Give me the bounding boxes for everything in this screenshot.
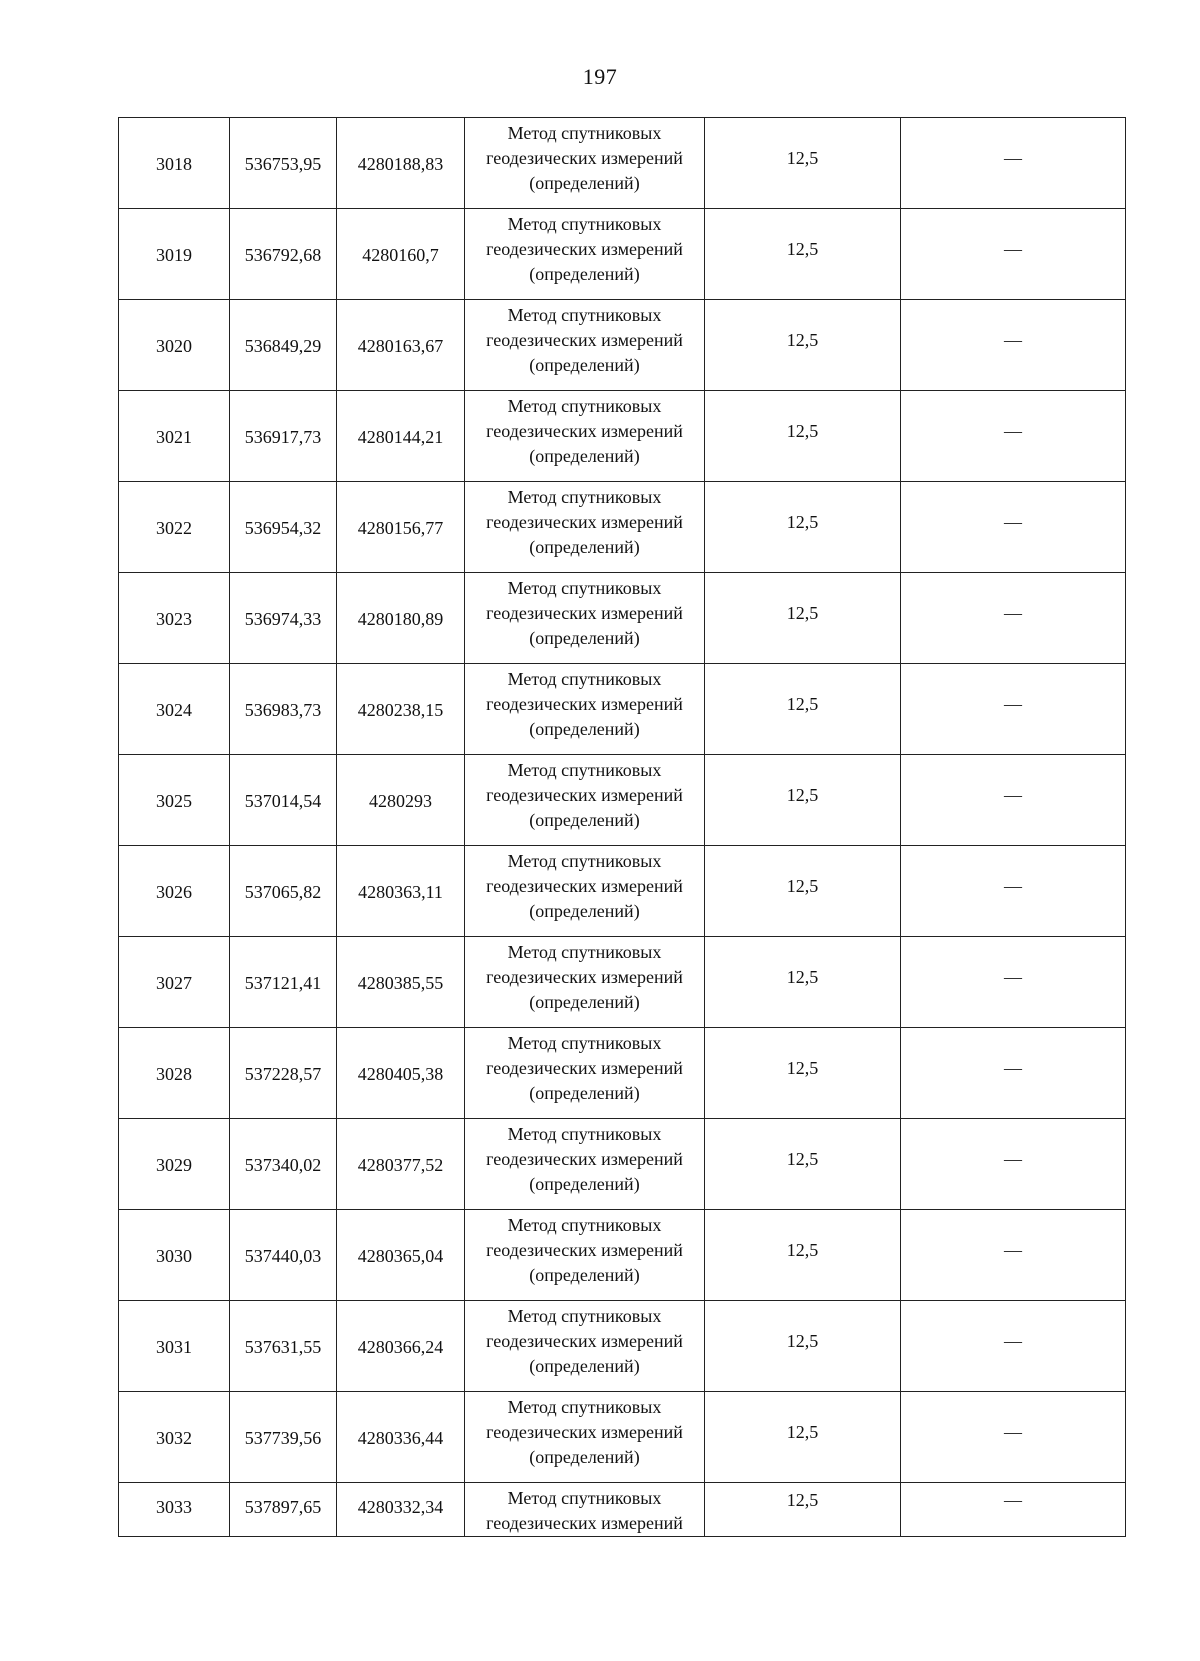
y-coordinate-cell: 4280366,24 — [337, 1301, 465, 1392]
method-cell — [465, 209, 705, 300]
method-cell — [465, 300, 705, 391]
method-line: (определений) — [529, 901, 640, 921]
method-line: Метод спутниковых — [507, 1033, 662, 1053]
method-line: (определений) — [529, 1356, 640, 1376]
description-cell: — — [901, 846, 1126, 937]
table-row — [119, 937, 1126, 1028]
description-cell: — — [901, 755, 1126, 846]
table-row — [119, 1301, 1126, 1392]
method-line: (определений) — [529, 264, 640, 284]
accuracy-cell: 12,5 — [705, 573, 901, 664]
table-row — [119, 1483, 1126, 1537]
accuracy-cell: 12,5 — [705, 937, 901, 1028]
table-row — [119, 300, 1126, 391]
page-number: 197 — [582, 64, 618, 89]
method-line: Метод спутниковых — [507, 214, 662, 234]
point-number-cell: 3018 — [119, 118, 230, 209]
accuracy-cell: 12,5 — [705, 846, 901, 937]
accuracy-cell: 12,5 — [705, 118, 901, 209]
description-cell: — — [901, 482, 1126, 573]
method-line: Метод спутниковых — [507, 760, 662, 780]
x-coordinate-cell: 537440,03 — [230, 1210, 337, 1301]
table-row — [119, 118, 1126, 209]
description-cell: — — [901, 1301, 1126, 1392]
table-row — [119, 209, 1126, 300]
x-coordinate-cell: 537121,41 — [230, 937, 337, 1028]
method-line: (определений) — [529, 719, 640, 739]
method-line: геодезических измерений — [486, 1513, 683, 1533]
x-coordinate-cell: 537014,54 — [230, 755, 337, 846]
accuracy-cell: 12,5 — [705, 209, 901, 300]
method-line: (определений) — [529, 446, 640, 466]
x-coordinate-cell: 536792,68 — [230, 209, 337, 300]
method-cell — [465, 1028, 705, 1119]
accuracy-cell: 12,5 — [705, 1483, 901, 1537]
x-coordinate-cell: 537340,02 — [230, 1119, 337, 1210]
accuracy-cell: 12,5 — [705, 300, 901, 391]
table-row — [119, 1119, 1126, 1210]
x-coordinate-cell: 536974,33 — [230, 573, 337, 664]
accuracy-cell: 12,5 — [705, 1301, 901, 1392]
y-coordinate-cell: 4280160,7 — [337, 209, 465, 300]
method-line: геодезических измерений — [486, 785, 683, 805]
method-cell — [465, 937, 705, 1028]
method-line: геодезических измерений — [486, 512, 683, 532]
x-coordinate-cell: 536753,95 — [230, 118, 337, 209]
point-number-cell: 3028 — [119, 1028, 230, 1119]
accuracy-cell: 12,5 — [705, 1119, 901, 1210]
accuracy-cell: 12,5 — [705, 391, 901, 482]
y-coordinate-cell: 4280363,11 — [337, 846, 465, 937]
x-coordinate-cell: 536917,73 — [230, 391, 337, 482]
point-number-cell: 3033 — [119, 1483, 230, 1537]
description-cell: — — [901, 1483, 1126, 1537]
point-number-cell: 3022 — [119, 482, 230, 573]
method-line: геодезических измерений — [486, 876, 683, 896]
description-cell: — — [901, 1119, 1126, 1210]
accuracy-cell: 12,5 — [705, 1028, 901, 1119]
table-row — [119, 391, 1126, 482]
table-row — [119, 573, 1126, 664]
y-coordinate-cell: 4280405,38 — [337, 1028, 465, 1119]
method-line: Метод спутниковых — [507, 851, 662, 871]
method-line: Метод спутниковых — [507, 1124, 662, 1144]
method-cell — [465, 391, 705, 482]
y-coordinate-cell: 4280188,83 — [337, 118, 465, 209]
description-cell: — — [901, 937, 1126, 1028]
accuracy-cell: 12,5 — [705, 755, 901, 846]
x-coordinate-cell: 536983,73 — [230, 664, 337, 755]
point-number-cell: 3019 — [119, 209, 230, 300]
table-row — [119, 482, 1126, 573]
y-coordinate-cell: 4280144,21 — [337, 391, 465, 482]
method-line: геодезических измерений — [486, 239, 683, 259]
description-cell: — — [901, 209, 1126, 300]
point-number-cell: 3031 — [119, 1301, 230, 1392]
method-line: Метод спутниковых — [507, 1306, 662, 1326]
table-row — [119, 664, 1126, 755]
coordinates-table — [118, 117, 1126, 1537]
x-coordinate-cell: 537228,57 — [230, 1028, 337, 1119]
point-number-cell: 3029 — [119, 1119, 230, 1210]
method-line: (определений) — [529, 355, 640, 375]
method-line: Метод спутниковых — [507, 123, 662, 143]
table-row — [119, 846, 1126, 937]
method-line: Метод спутниковых — [507, 305, 662, 325]
y-coordinate-cell: 4280336,44 — [337, 1392, 465, 1483]
x-coordinate-cell: 537739,56 — [230, 1392, 337, 1483]
point-number-cell: 3023 — [119, 573, 230, 664]
table-row — [119, 1392, 1126, 1483]
method-line: Метод спутниковых — [507, 669, 662, 689]
x-coordinate-cell: 537065,82 — [230, 846, 337, 937]
method-line: Метод спутниковых — [507, 396, 662, 416]
method-cell — [465, 846, 705, 937]
description-cell: — — [901, 573, 1126, 664]
method-line: Метод спутниковых — [507, 942, 662, 962]
method-line: геодезических измерений — [486, 330, 683, 350]
table-row — [119, 755, 1126, 846]
method-cell — [465, 1119, 705, 1210]
method-line: (определений) — [529, 810, 640, 830]
method-line: геодезических измерений — [486, 1149, 683, 1169]
accuracy-cell: 12,5 — [705, 1392, 901, 1483]
method-line: Метод спутниковых — [507, 1215, 662, 1235]
y-coordinate-cell: 4280156,77 — [337, 482, 465, 573]
method-cell — [465, 664, 705, 755]
point-number-cell: 3030 — [119, 1210, 230, 1301]
method-line: (определений) — [529, 992, 640, 1012]
method-cell — [465, 573, 705, 664]
description-cell: — — [901, 391, 1126, 482]
description-cell: — — [901, 1028, 1126, 1119]
method-line: геодезических измерений — [486, 967, 683, 987]
method-line: (определений) — [529, 173, 640, 193]
method-cell — [465, 755, 705, 846]
y-coordinate-cell: 4280163,67 — [337, 300, 465, 391]
y-coordinate-cell: 4280180,89 — [337, 573, 465, 664]
description-cell: — — [901, 664, 1126, 755]
method-line: геодезических измерений — [486, 603, 683, 623]
method-line: геодезических измерений — [486, 1240, 683, 1260]
coordinates-table-body — [119, 118, 1126, 1537]
accuracy-cell: 12,5 — [705, 1210, 901, 1301]
description-cell: — — [901, 1392, 1126, 1483]
y-coordinate-cell: 4280385,55 — [337, 937, 465, 1028]
method-line: (определений) — [529, 1447, 640, 1467]
method-cell — [465, 1301, 705, 1392]
method-cell — [465, 1483, 705, 1537]
method-line: геодезических измерений — [486, 148, 683, 168]
description-cell: — — [901, 300, 1126, 391]
description-cell: — — [901, 1210, 1126, 1301]
method-line: Метод спутниковых — [507, 487, 662, 507]
method-line: (определений) — [529, 1265, 640, 1285]
x-coordinate-cell: 537631,55 — [230, 1301, 337, 1392]
method-line: геодезических измерений — [486, 1331, 683, 1351]
description-cell: — — [901, 118, 1126, 209]
point-number-cell: 3024 — [119, 664, 230, 755]
y-coordinate-cell: 4280332,34 — [337, 1483, 465, 1537]
x-coordinate-cell: 536954,32 — [230, 482, 337, 573]
accuracy-cell: 12,5 — [705, 482, 901, 573]
method-line: (определений) — [529, 1083, 640, 1103]
method-cell — [465, 1210, 705, 1301]
method-line: (определений) — [529, 628, 640, 648]
point-number-cell: 3026 — [119, 846, 230, 937]
method-line: геодезических измерений — [486, 1422, 683, 1442]
point-number-cell: 3020 — [119, 300, 230, 391]
y-coordinate-cell: 4280377,52 — [337, 1119, 465, 1210]
point-number-cell: 3021 — [119, 391, 230, 482]
method-line: (определений) — [529, 1174, 640, 1194]
method-line: геодезических измерений — [486, 1058, 683, 1078]
method-line: (определений) — [529, 537, 640, 557]
y-coordinate-cell: 4280365,04 — [337, 1210, 465, 1301]
y-coordinate-cell: 4280238,15 — [337, 664, 465, 755]
method-line: Метод спутниковых — [507, 578, 662, 598]
method-cell — [465, 482, 705, 573]
accuracy-cell: 12,5 — [705, 664, 901, 755]
x-coordinate-cell: 537897,65 — [230, 1483, 337, 1537]
y-coordinate-cell: 4280293 — [337, 755, 465, 846]
method-line: Метод спутниковых — [507, 1397, 662, 1417]
point-number-cell: 3025 — [119, 755, 230, 846]
point-number-cell: 3032 — [119, 1392, 230, 1483]
method-cell — [465, 1392, 705, 1483]
method-cell — [465, 118, 705, 209]
method-line: Метод спутниковых — [507, 1488, 662, 1508]
table-row — [119, 1210, 1126, 1301]
point-number-cell: 3027 — [119, 937, 230, 1028]
method-line: геодезических измерений — [486, 694, 683, 714]
x-coordinate-cell: 536849,29 — [230, 300, 337, 391]
method-line: геодезических измерений — [486, 421, 683, 441]
table-row — [119, 1028, 1126, 1119]
